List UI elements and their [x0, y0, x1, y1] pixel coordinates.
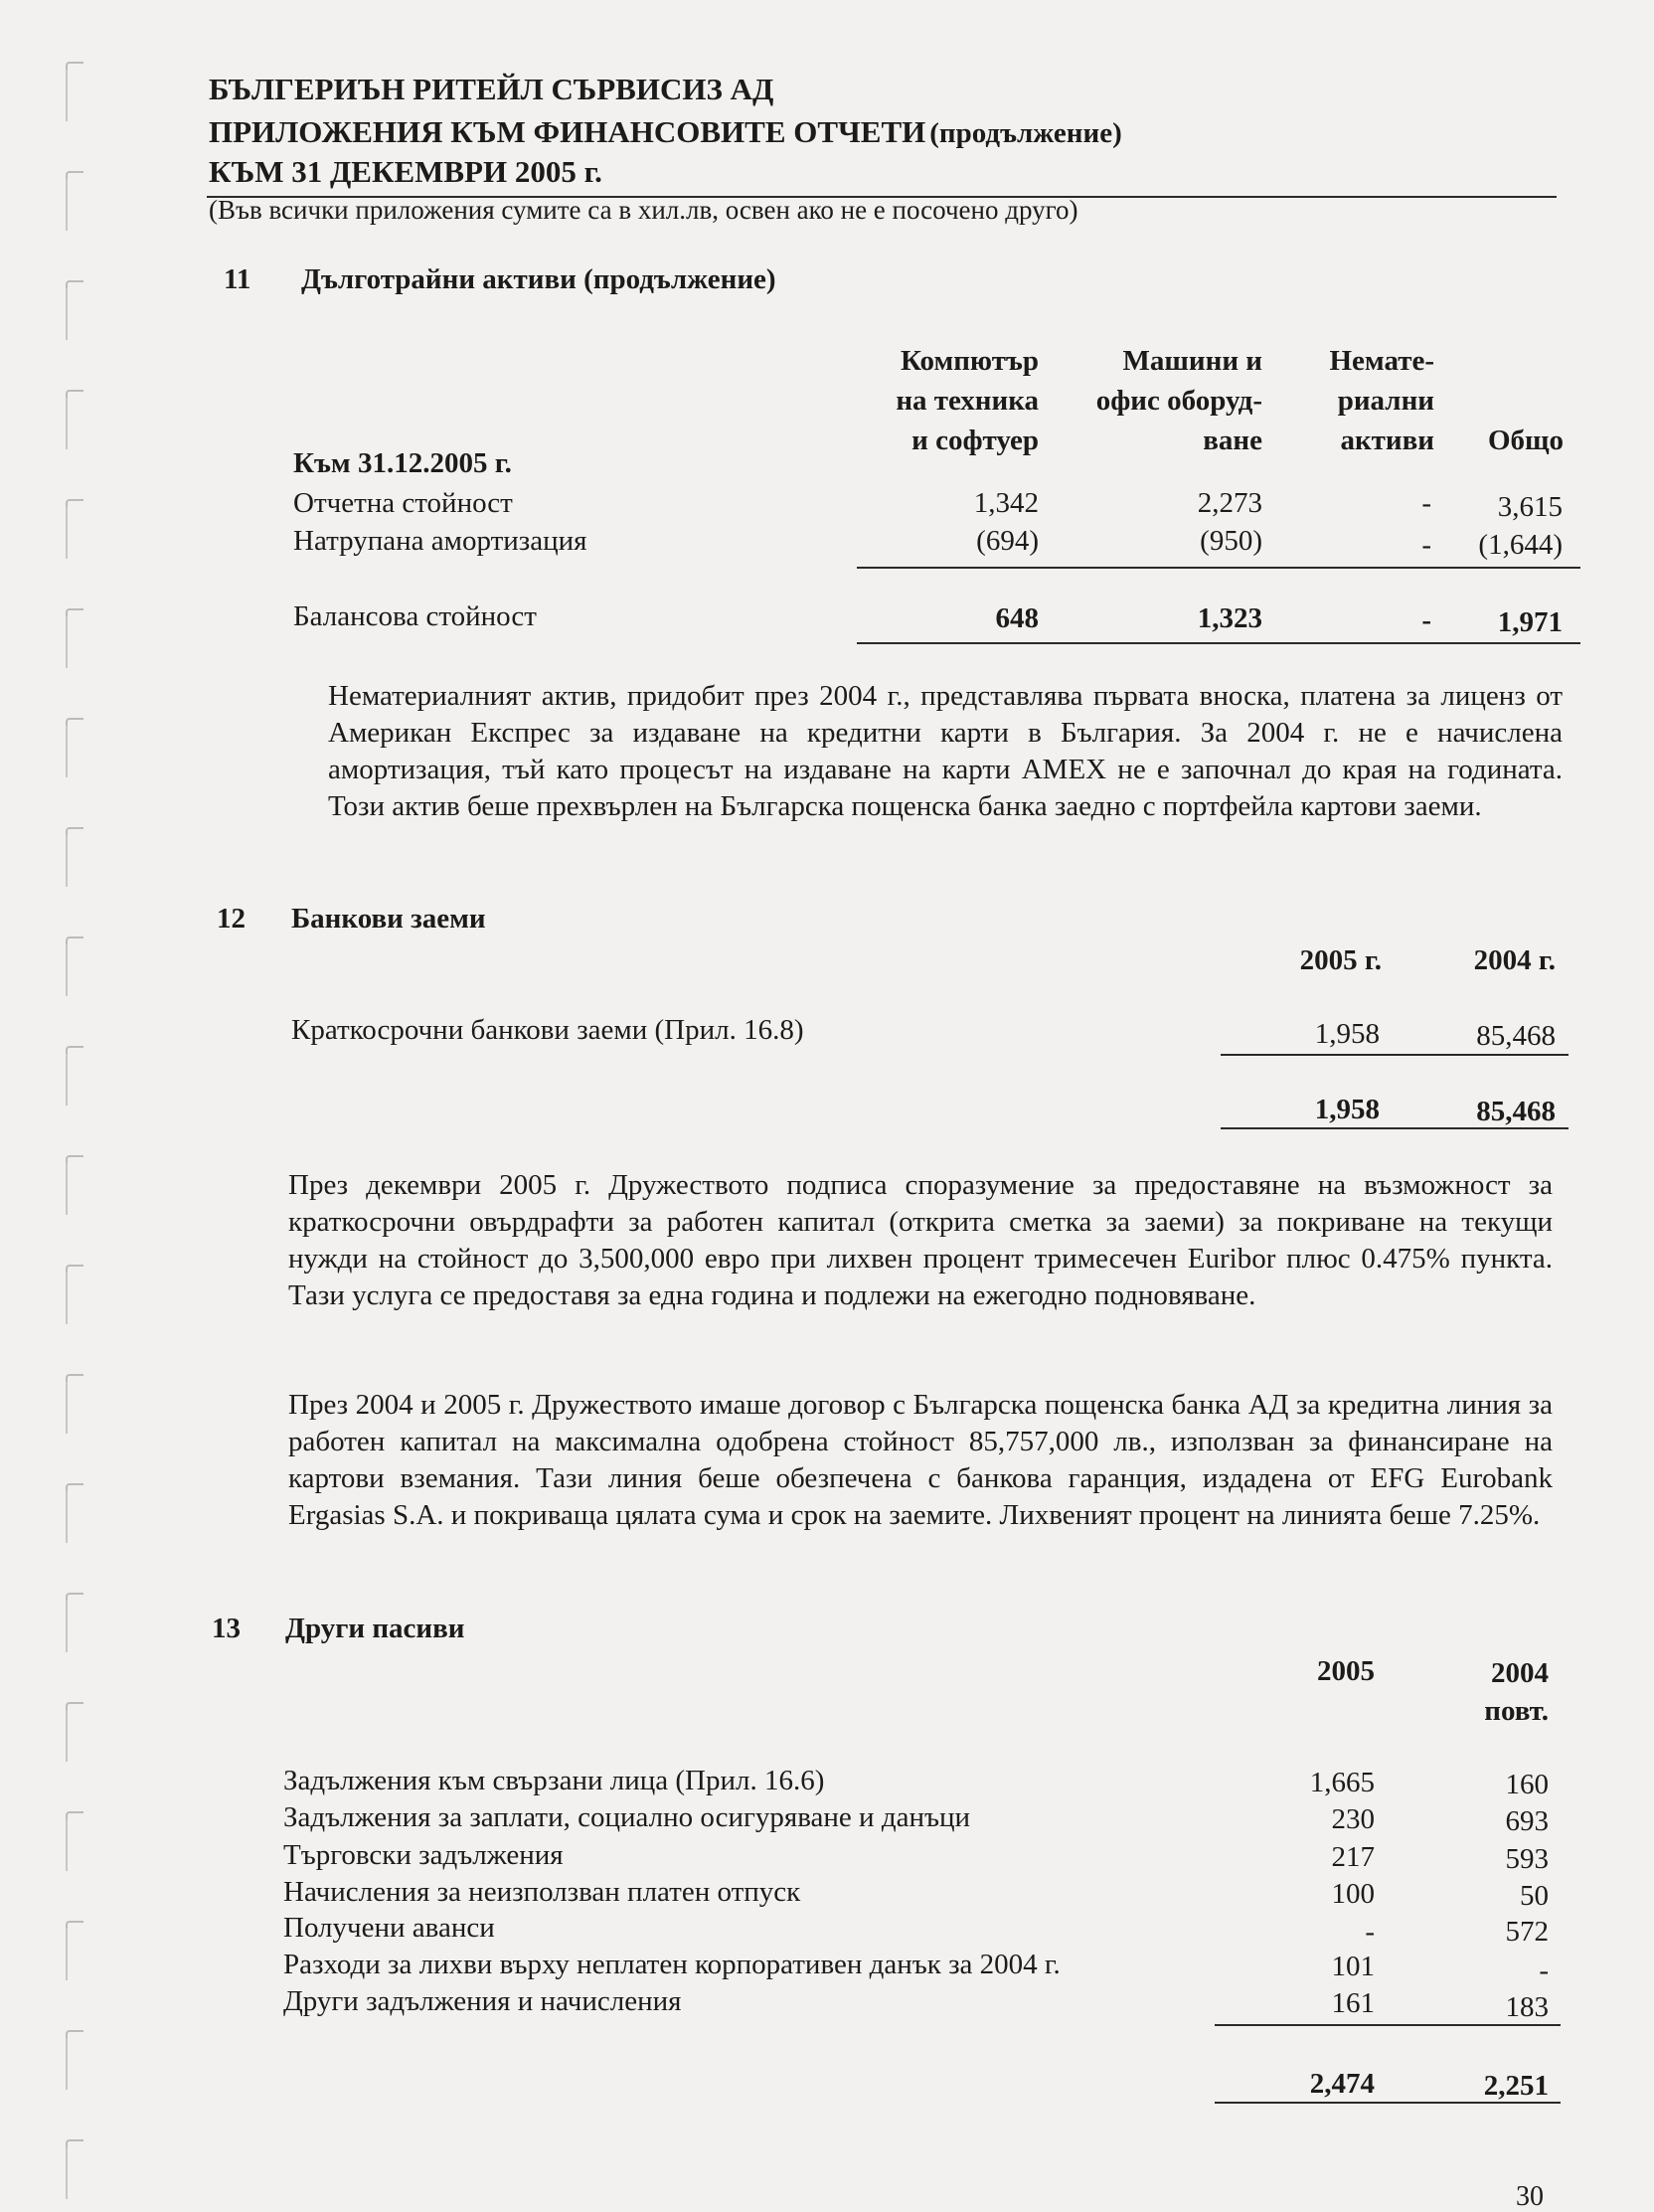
value-cell: 50 [1520, 1880, 1549, 1912]
total-value: 2,251 [1483, 2070, 1549, 2102]
value-cell: 161 [1331, 1987, 1375, 2019]
value-cell: 85,468 [1476, 1020, 1556, 1052]
col-header-machines: Машини и офис оборуд- ване [1095, 345, 1262, 456]
value-cell: 593 [1505, 1843, 1549, 1875]
col-header-total: Общо [1487, 425, 1564, 456]
value-cell: 572 [1505, 1916, 1549, 1948]
row-label: Натрупана амортизация [293, 525, 587, 557]
col-header-2005: 2005 [1317, 1655, 1375, 1687]
page-number: 30 [1516, 2181, 1544, 2212]
value-cell: (1,644) [1478, 529, 1563, 561]
value-cell: 183 [1505, 1991, 1549, 2023]
period-label: Към 31.12.2005 г. [293, 447, 512, 479]
row-label: Краткосрочни банкови заеми (Прил. 16.8) [291, 1014, 804, 1046]
total-value: - [1421, 604, 1431, 636]
report-title: ПРИЛОЖЕНИЯ КЪМ ФИНАНСОВИТЕ ОТЧЕТИ (продължение) [209, 114, 1122, 149]
row-label: Разходи за лихви върху неплатен корпоративен данък за 2004 г. [283, 1949, 1061, 1980]
value-cell: 693 [1505, 1805, 1549, 1837]
col-header-intangibles: Немате- риални активи [1329, 345, 1434, 456]
value-cell: 1,665 [1309, 1767, 1375, 1798]
total-label: Балансова стойност [293, 600, 537, 632]
value-cell: 2,273 [1197, 487, 1262, 519]
value-cell: (950) [1200, 525, 1262, 557]
value-cell: 101 [1331, 1951, 1375, 1982]
row-label: Начисления за неизползван платен отпуск [283, 1876, 801, 1908]
value-cell: 3,615 [1497, 491, 1563, 523]
value-cell: 1,958 [1314, 1018, 1380, 1050]
company-name: БЪЛГЕРИЪН РИТЕЙЛ СЪРВИСИЗ АД [209, 72, 774, 106]
subtotal-rule [1215, 2024, 1561, 2026]
section-12-title: Банкови заеми [291, 903, 486, 935]
value-cell: - [1365, 1916, 1375, 1948]
row-label: Отчетна стойност [293, 487, 513, 519]
subtotal-rule [857, 567, 1580, 569]
value-cell: - [1539, 1955, 1549, 1986]
value-cell: - [1421, 529, 1431, 561]
value-cell: (694) [976, 525, 1039, 557]
value-cell: - [1421, 487, 1431, 519]
col-header-computers: Компютър на техника и софтуер [896, 345, 1039, 456]
total-value: 1,323 [1197, 602, 1262, 634]
total-rule [1215, 2102, 1561, 2104]
value-cell: 100 [1331, 1878, 1375, 1910]
section-12-number: 12 [217, 903, 246, 935]
binder-holes [58, 0, 91, 2204]
section-12-paragraph-2: През 2004 и 2005 г. Дружеството имаше договор с Българска пощенска банка АД за кредитна линия за работен капитал на максимална одобрена стойност 85,757,000 лв., използван за финансиране на картови вземания. Тази линия беше обезпечена с банкова гаранция, издадена от EFG Eurobank Ergasias S.A. и покриваща цялата сума и срок на заемите. Лихвеният процент на линията беше 7.25%. [288, 1389, 1553, 1531]
col-header-2004: 2004 [1491, 1657, 1549, 1689]
row-label: Задължения към свързани лица (Прил. 16.6) [283, 1765, 825, 1796]
total-rule [1221, 1127, 1569, 1129]
value-cell: 160 [1505, 1769, 1549, 1800]
total-value: 2,474 [1309, 2068, 1375, 2100]
row-label: Задължения за заплати, социално осигуряване и данъци [283, 1801, 971, 1833]
section-11-title: Дълготрайни активи (продължение) [301, 263, 776, 295]
total-value: 1,971 [1497, 606, 1563, 638]
total-rule [857, 642, 1580, 644]
col-header-2004-note: повт. [1484, 1695, 1549, 1727]
section-13-number: 13 [212, 1613, 241, 1644]
section-12-paragraph-1: През декември 2005 г. Дружеството подписа споразумение за предоставяне на възможност за краткосрочни овърдрафти за работен капитал (открита сметка за заеми) за покриване на текущи нужди на стойност до 3,500,000 евро при лихвен процент тримесечен Euribor плюс 0.475% пункта. Тази услуга се предоставя за една година и подлежи на ежегодно подновяване. [288, 1169, 1553, 1311]
total-value: 1,958 [1314, 1094, 1380, 1125]
units-note: (Във всички приложения сумите са в хил.лв, освен ако не е посочено друго) [209, 195, 1078, 225]
value-cell: 1,342 [973, 487, 1039, 519]
value-cell: 217 [1331, 1841, 1375, 1873]
value-cell: 230 [1331, 1803, 1375, 1835]
col-header-2005: 2005 г. [1299, 944, 1382, 976]
row-label: Получени аванси [283, 1912, 495, 1944]
total-value: 648 [995, 602, 1039, 634]
row-label: Търговски задължения [283, 1839, 564, 1871]
row-label: Други задължения и начисления [283, 1985, 682, 2017]
section-11-paragraph: Нематериалният актив, придобит през 2004 г., представлява първата вноска, платена за лиценз от Американ Експрес за издаване на кредитни карти в България. За 2004 г. не е начислена амортизация, тъй като процесът на издаване на карти AMEX не е започнал до края на годината. Този актив беше прехвърлен на Българска пощенска банка заедно с портфейла картови заеми. [328, 680, 1563, 822]
report-date: КЪМ 31 ДЕКЕМВРИ 2005 г. [209, 154, 602, 189]
total-value: 85,468 [1476, 1096, 1556, 1127]
subtotal-rule [1221, 1054, 1569, 1056]
section-13-title: Други пасиви [285, 1613, 465, 1644]
col-header-2004: 2004 г. [1473, 944, 1556, 976]
section-11-number: 11 [224, 263, 251, 295]
